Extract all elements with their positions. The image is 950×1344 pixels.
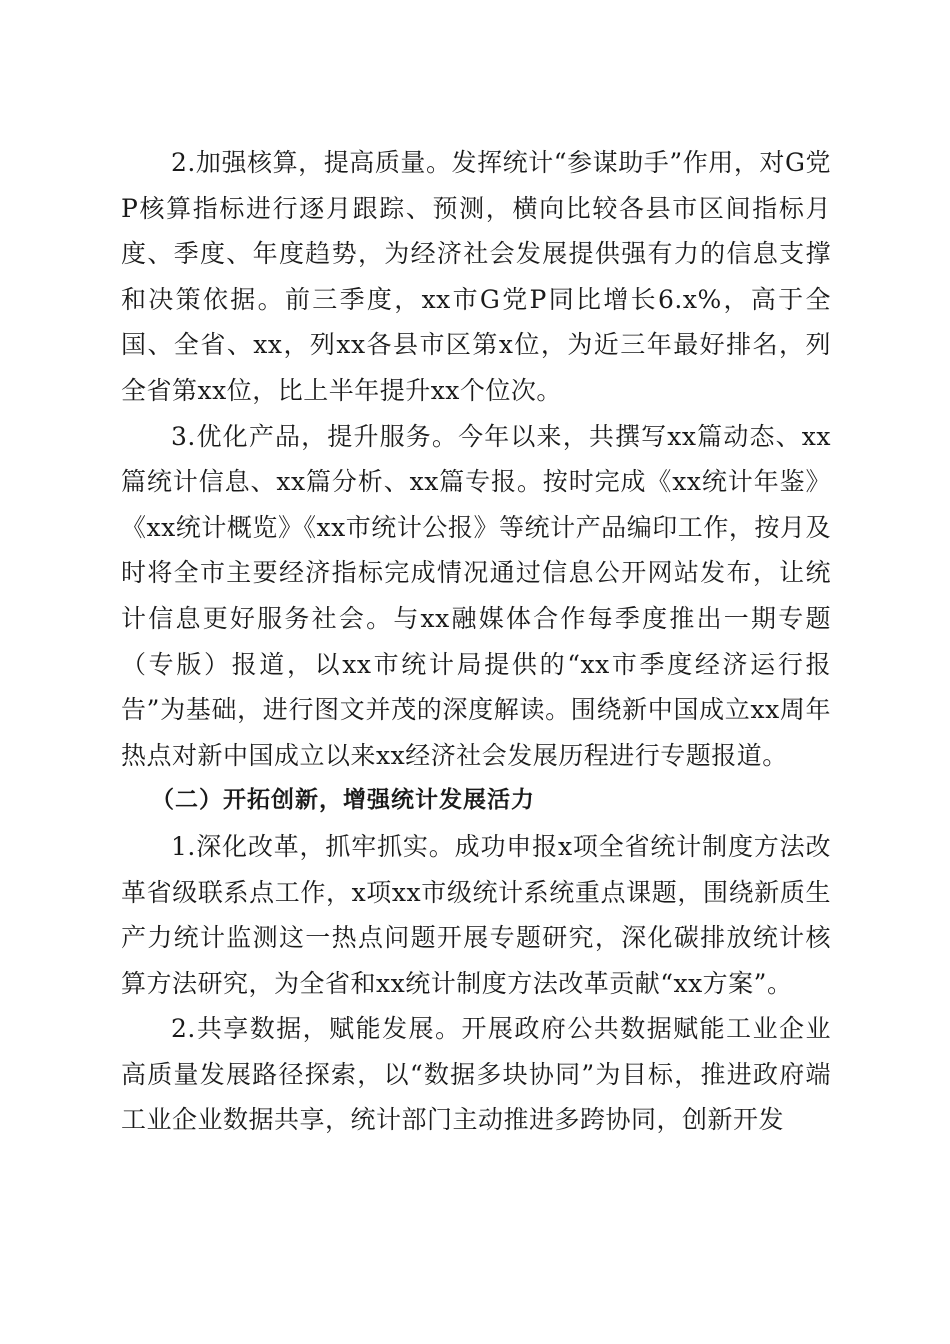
section-heading-innovation: （二）开拓创新，增强统计发展活力 <box>151 787 535 814</box>
paragraph-strengthen-accounting: 2.加强核算，提高质量。发挥统计“参谋助手”作用，对G党P核算指标进行逐月跟踪、预测，横向比较各县市区间指标月度、季度、年度趋势，为经济社会发展提供强有力的信息支撑和决策依据。前三季度，xx市G党P同比增长6.x%，高于全国、全省、xx，列xx各县市区第x位，为近三年最好排名，列全省第xx位，比上半年提升xx个位次。 <box>121 148 831 405</box>
paragraph-deepen-reform: 1.深化改革，抓牢抓实。成功申报x项全省统计制度方法改革省级联系点工作，x项xx市级统计系统重点课题，围绕新质生产力统计监测这一热点问题开展专题研究，深化碳排放统计核算方法研究，为全省和xx统计制度方法改革贡献“xx方案”。 <box>121 831 831 998</box>
paragraph-optimize-products: 3.优化产品，提升服务。今年以来，共撰写xx篇动态、xx篇统计信息、xx篇分析、xx篇专报。按时完成《xx统计年鉴》《xx统计概览》《xx市统计公报》等统计产品编印工作，按月及时将全市主要经济指标完成情况通过信息公开网站发布，让统计信息更好服务社会。与xx融媒体合作每季度推出一期专题（专版）报道，以xx市统计局提供的“xx市季度经济运行报告”为基础，进行图文并茂的深度解读。围绕新中国成立xx周年热点对新中国成立以来xx经济社会发展历程进行专题报道。 <box>121 421 831 770</box>
document-body <box>121 140 831 1143</box>
paragraph-share-data: 2.共享数据，赋能发展。开展政府公共数据赋能工业企业高质量发展路径探索，以“数据多块协同”为目标，推进政府端工业企业数据共享，统计部门主动推进多跨协同，创新开发 <box>121 1014 831 1135</box>
